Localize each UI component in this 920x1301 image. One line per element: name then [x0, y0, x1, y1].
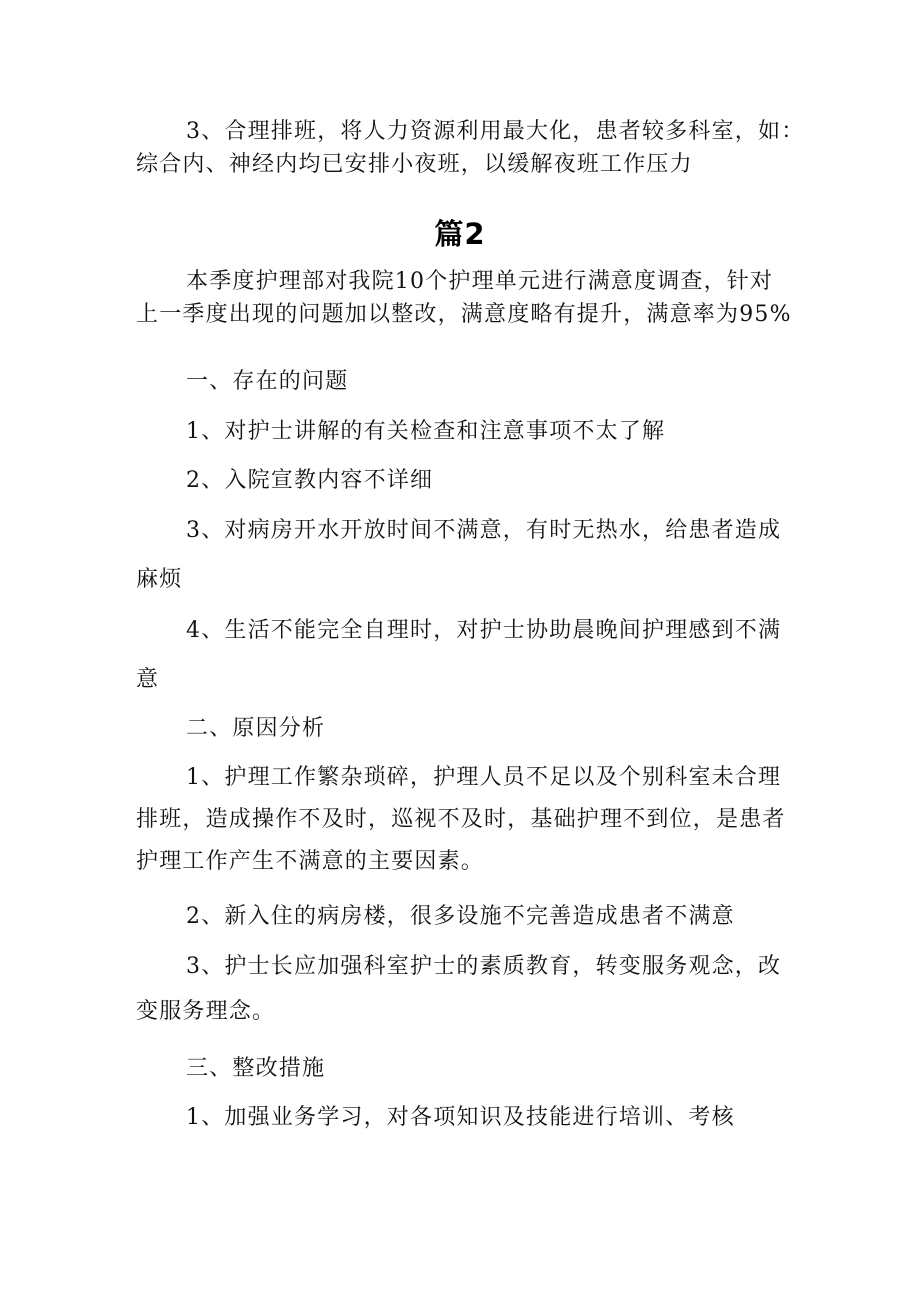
section-title-text: 一、存在的问题 — [186, 369, 349, 394]
section-title-text: 三、整改措施 — [186, 1056, 326, 1081]
paragraph-line: 本季度护理部对我院10个护理单元进行满意度调查，针对 — [186, 269, 774, 294]
paragraph-line: 综合内、神经内均已安排小夜班，以缓解夜班工作压力 — [136, 152, 693, 177]
problem-item-2 — [136, 464, 796, 497]
list-item-text: 护理工作产生不满意的主要因素。 — [136, 849, 485, 874]
section-heading: 篇2 — [434, 217, 486, 251]
section-title-text: 二、原因分析 — [186, 716, 326, 741]
list-item-text: 2、入院宣教内容不详细 — [186, 468, 434, 493]
problem-item-1 — [136, 415, 796, 448]
list-item-text: 3、护士长应加强科室护士的素质教育，转变服务观念，改 — [186, 954, 782, 979]
section-title-problems — [136, 365, 796, 398]
paragraph-line: 3、合理排班，将人力资源利用最大化，患者较多科室，如： — [186, 119, 805, 144]
problem-item-4 — [136, 614, 796, 696]
section-title-measures — [136, 1052, 796, 1085]
list-item-text: 排班，造成操作不及时，巡视不及时，基础护理不到位，是患者 — [136, 807, 786, 832]
list-item-text: 意 — [136, 667, 160, 692]
list-item-text: 2、新入住的病房楼，很多设施不完善造成患者不满意 — [186, 904, 735, 929]
list-item-text: 1、加强业务学习，对各项知识及技能进行培训、考核 — [186, 1105, 735, 1130]
list-item-text: 1、护理工作繁杂琐碎，护理人员不足以及个别科室未合理 — [186, 765, 782, 790]
paragraph-line: 上一季度出现的问题加以整改，满意度略有提升，满意率为95% — [136, 302, 792, 327]
analysis-item-1 — [136, 761, 796, 878]
list-item-text: 麻烦 — [136, 567, 183, 592]
section-title-analysis — [136, 712, 796, 745]
problem-item-3 — [136, 514, 796, 596]
measure-item-1 — [136, 1101, 796, 1134]
paragraph-scheduling — [136, 115, 805, 181]
analysis-item-2 — [136, 900, 796, 933]
list-item-text: 1、对护士讲解的有关检查和注意事项不太了解 — [186, 419, 666, 444]
list-item-text: 变服务理念。 — [136, 999, 276, 1024]
paragraph-survey-intro — [136, 265, 796, 331]
analysis-item-3 — [136, 950, 796, 1028]
list-item-text: 4、生活不能完全自理时，对护士协助晨晚间护理感到不满 — [186, 618, 782, 643]
list-item-text: 3、对病房开水开放时间不满意，有时无热水，给患者造成 — [186, 518, 782, 543]
